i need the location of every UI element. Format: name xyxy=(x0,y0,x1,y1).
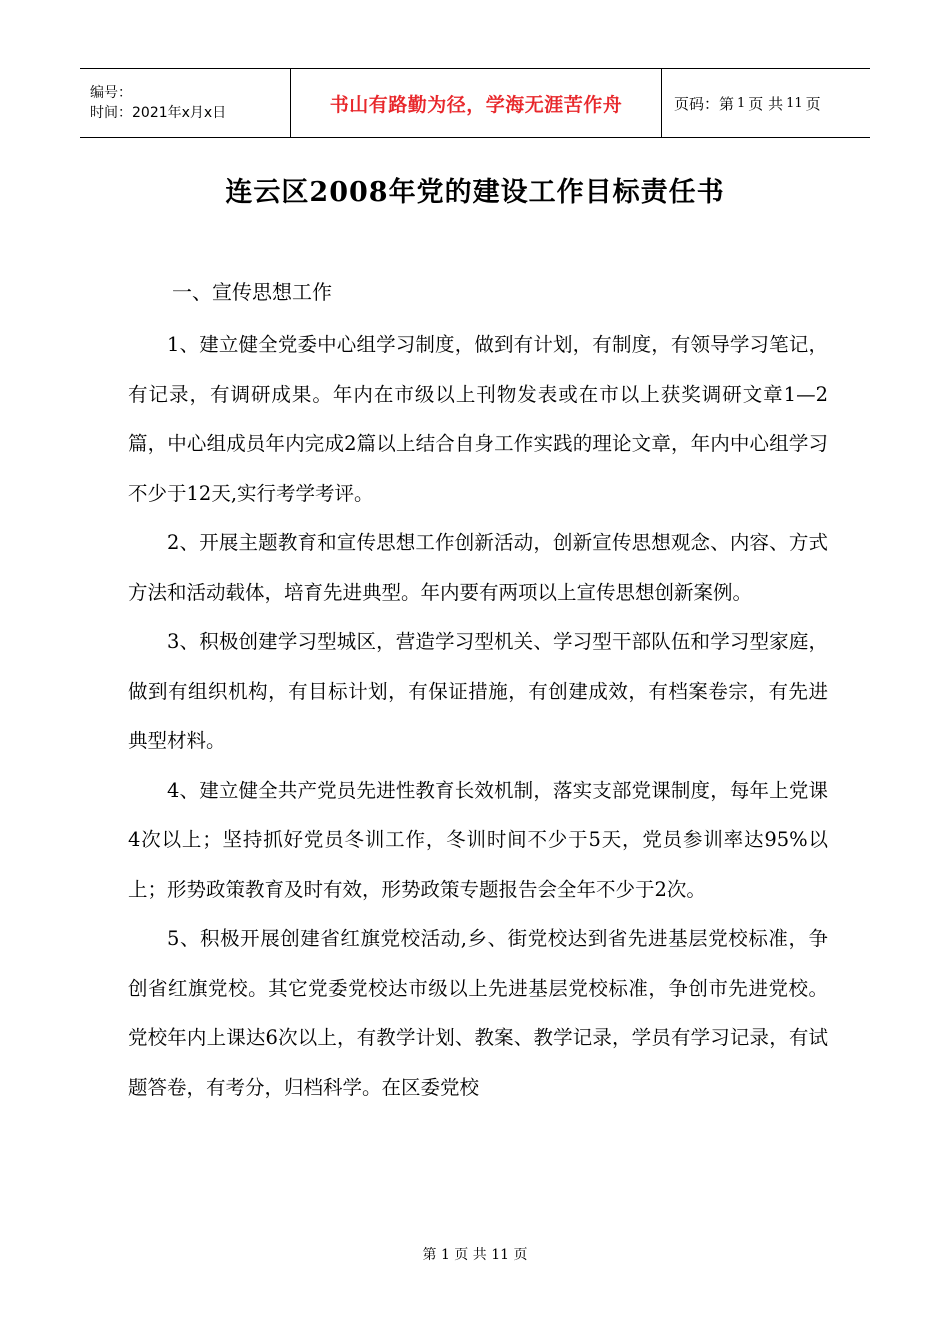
number-label: 编号： xyxy=(90,85,132,101)
time-label: 时间：2021年x月x日 xyxy=(90,105,227,121)
page-prefix: 页码：第 xyxy=(674,94,735,113)
page-mid: 页 共 xyxy=(748,94,784,113)
header-motto: 书山有路勤为径，学海无涯苦作舟 xyxy=(290,69,662,137)
section-heading: 一、宣传思想工作 xyxy=(172,280,332,304)
paragraph-1: 1、建立健全党委中心组学习制度，做到有计划，有制度，有领导学习笔记，有记录，有调研成果。年内在市级以上刊物发表或在市以上获奖调研文章1—2篇，中心组成员年内完成2篇以上结合自身工作实践的理论文章，年内中心组学习不少于12天,实行考学考评。 xyxy=(128,333,828,505)
header-page-info xyxy=(662,69,870,137)
document-header xyxy=(80,68,870,138)
page-footer: 第 1 页 共 11 页 xyxy=(422,1247,528,1263)
paragraph-5: 5、积极开展创建省红旗党校活动,乡、街党校达到省先进基层党校标准，争创省红旗党校。其它党委党校达市级以上先进基层党校标准，争创市先进党校。党校年内上课达6次以上，有教学计划、教案、教学记录，学员有学习记录，有试题答卷，有考分，归档科学。在区委党校 xyxy=(128,927,828,1099)
document-body xyxy=(128,320,828,1112)
paragraph-4: 4、建立健全共产党员先进性教育长效机制，落实支部党课制度，每年上党课4次以上；坚持抓好党员冬训工作，冬训时间不少于5天，党员参训率达95%以上；形势政策教育及时有效，形势政策专题报告会全年不少于2次。 xyxy=(128,778,828,901)
document-title: 连云区2008年党的建设工作目标责任书 xyxy=(225,177,725,208)
page-suffix: 页 xyxy=(805,94,821,113)
paragraph-3: 3、积极创建学习型城区，营造学习型机关、学习型干部队伍和学习型家庭，做到有组织机构，有目标计划，有保证措施，有创建成效，有档案卷宗，有先进典型材料。 xyxy=(128,630,828,752)
page-total: 11 xyxy=(786,95,803,111)
page-current: 1 xyxy=(737,95,746,111)
paragraph-2: 2、开展主题教育和宣传思想工作创新活动，创新宣传思想观念、内容、方式方法和活动载体，培育先进典型。年内要有两项以上宣传思想创新案例。 xyxy=(128,531,828,604)
header-meta xyxy=(80,69,290,137)
